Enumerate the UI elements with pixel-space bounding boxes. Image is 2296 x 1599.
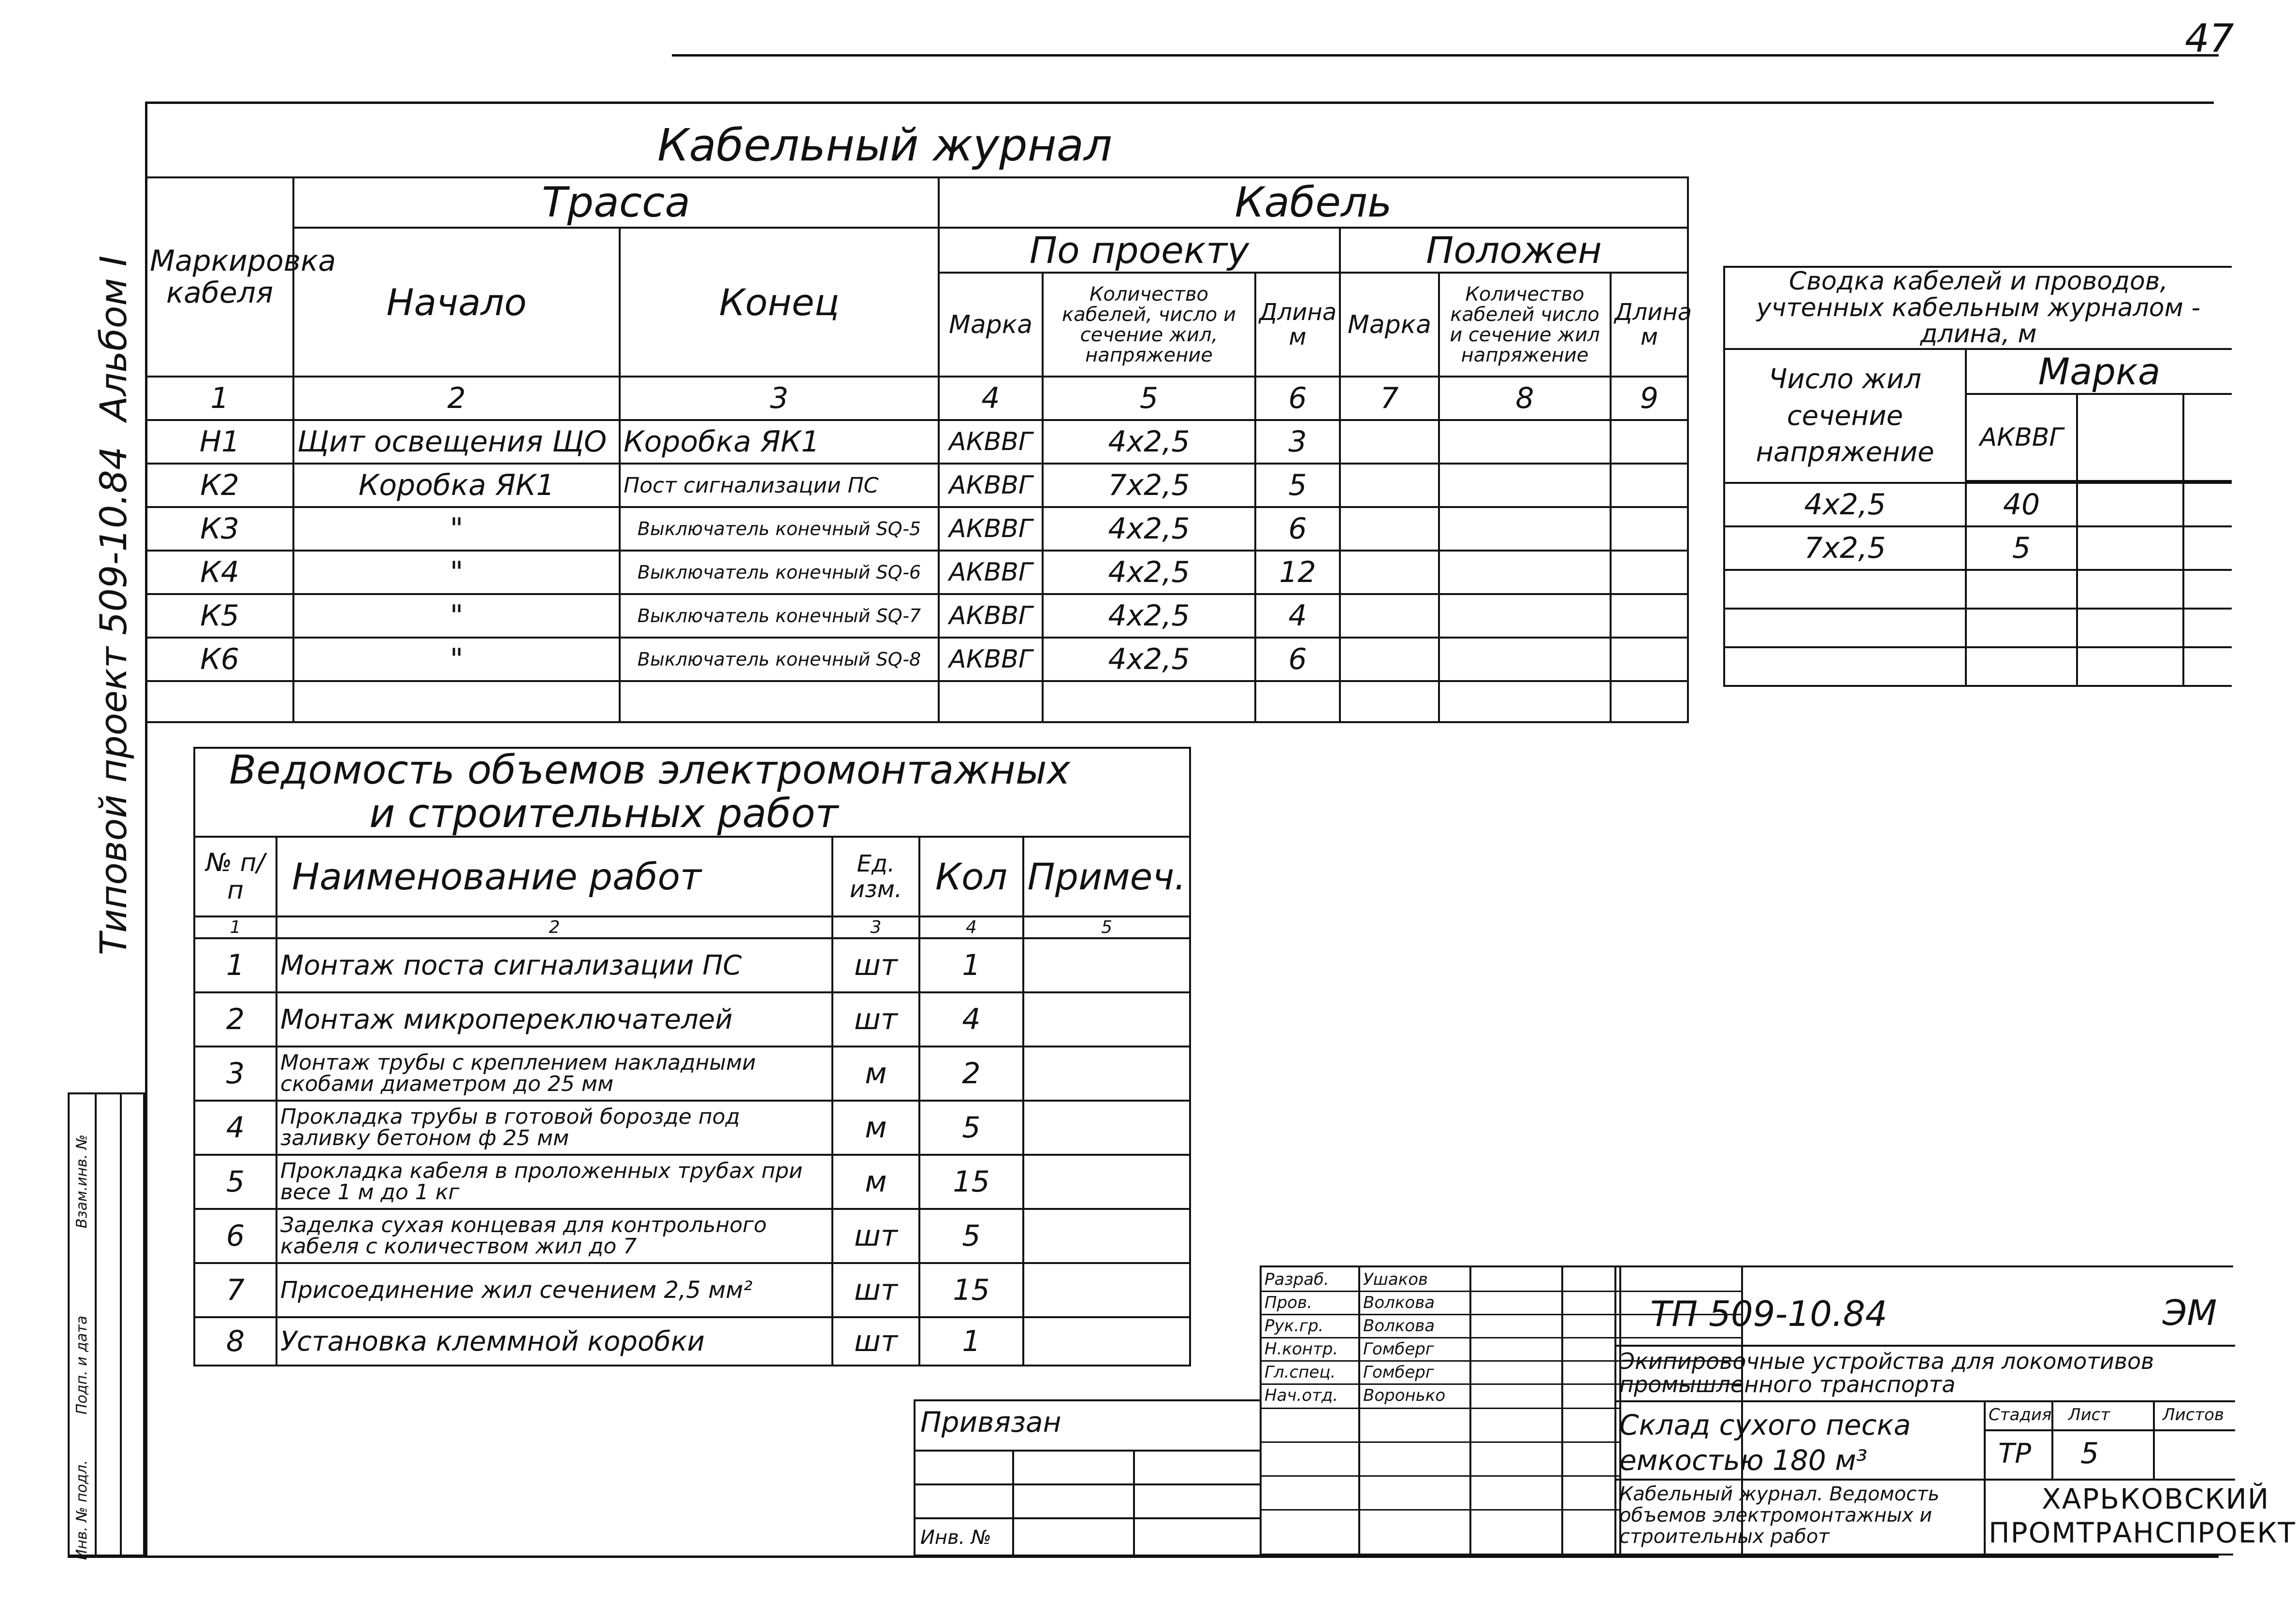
cell-start: " — [293, 507, 620, 551]
table-row — [194, 1263, 1190, 1317]
cell-brand: АКВВГ — [939, 464, 1043, 507]
works-col-unit: Ед. изм. — [832, 837, 919, 916]
stage-label: Стадия — [1989, 1405, 2052, 1425]
table-row — [146, 638, 1688, 681]
cell-mark: Н1 — [146, 420, 293, 464]
works-cell-qty: 15 — [919, 1263, 1023, 1317]
route-header: Трасса — [293, 177, 939, 228]
cell-start: " — [293, 594, 620, 638]
works-cell-unit: м — [832, 1155, 919, 1209]
works-cell-qty: 4 — [919, 992, 1023, 1047]
cell-brand: АКВВГ — [939, 507, 1043, 551]
works-cell-num: 6 — [194, 1209, 276, 1263]
laid-header: Положен — [1340, 228, 1688, 273]
cell-length: 6 — [1255, 638, 1340, 681]
role-label: Гл.спец. — [1264, 1363, 1336, 1382]
works-cell-qty: 5 — [919, 1101, 1023, 1155]
cell-mark: К4 — [146, 551, 293, 594]
by-project-header: По проекту — [939, 228, 1340, 273]
works-cell-name: Прокладка кабеля в проложенных трубах при весе 1 м до 1 кг — [276, 1155, 832, 1209]
role-name: Волкова — [1363, 1293, 1435, 1312]
works-cell-unit: шт — [832, 938, 919, 992]
col-count-section-laid: Количество кабелей число и сечение жил напряжение — [1439, 273, 1611, 377]
table-row — [194, 992, 1190, 1047]
role-name: Воронько — [1363, 1386, 1446, 1405]
col-length-laid: Длина м — [1611, 273, 1688, 377]
col-marking: Маркировка кабеля — [146, 177, 293, 377]
works-cell-name: Монтаж трубы с креплением накладными скобами диаметром до 25 мм — [276, 1047, 832, 1101]
cell-length: 12 — [1255, 551, 1340, 594]
works-cell-num: 8 — [194, 1317, 276, 1366]
stamp-sign: Подп. и дата — [73, 1315, 90, 1415]
sheet-value: 5 — [2080, 1437, 2099, 1470]
works-cell-unit: шт — [832, 1263, 919, 1317]
col-num: 4 — [919, 916, 1023, 938]
table-row — [146, 551, 1688, 594]
works-col-note: Примеч. — [1023, 837, 1190, 916]
role-label: Рук.гр. — [1264, 1316, 1324, 1336]
col-num: 5 — [1043, 377, 1255, 420]
works-cell-num: 3 — [194, 1047, 276, 1101]
cell-section: 4х2,5 — [1043, 420, 1255, 464]
top-rule — [672, 54, 2219, 57]
col-num: 4 — [939, 377, 1043, 420]
col-num: 9 — [1611, 377, 1688, 420]
cell-end: Выключатель конечный SQ-5 — [620, 507, 939, 551]
col-num: 7 — [1340, 377, 1439, 420]
project-title: Экипировочные устройства для локомотивов промышленного транспорта — [1619, 1348, 2154, 1398]
side-stamp — [68, 1092, 145, 1560]
works-cell-qty: 1 — [919, 1317, 1023, 1366]
bound-label: Привязан — [920, 1406, 1061, 1439]
doc-code: ТП 509-10.84 — [1650, 1294, 1888, 1334]
table-row — [146, 464, 1688, 507]
col-num: 1 — [146, 377, 293, 420]
cell-section: 4х2,5 — [1043, 594, 1255, 638]
table-row — [194, 1101, 1190, 1155]
inv-label: Инв. № — [920, 1526, 991, 1549]
cell-brand: АКВВГ — [939, 551, 1043, 594]
works-title-line2: и строительных работ — [369, 791, 839, 837]
works-cell-name: Монтаж микропереключателей — [276, 992, 832, 1047]
works-cell-name: Установка клеммной коробки — [276, 1317, 832, 1366]
cell-length: 3 — [1255, 420, 1340, 464]
works-cell-name: Монтаж поста сигнализации ПС — [276, 938, 832, 992]
table-row-empty — [146, 681, 1688, 722]
works-cell-unit: м — [832, 1047, 919, 1101]
works-cell-name: Присоединение жил сечением 2,5 мм² — [276, 1263, 832, 1317]
cell-section: 7х2,5 — [1043, 464, 1255, 507]
cell-end: Выключатель конечный SQ-8 — [620, 638, 939, 681]
cell-mark: К2 — [146, 464, 293, 507]
cell-length: 5 — [1255, 464, 1340, 507]
sheet-title: Кабельный журнал. Ведомость объемов электромонтажных и строительных работ — [1619, 1483, 1940, 1548]
cell-section: 4х2,5 — [1043, 551, 1255, 594]
cell-end: Пост сигнализации ПС — [620, 464, 939, 507]
table-row — [194, 938, 1190, 992]
table-row — [146, 507, 1688, 551]
summary-col-section: Число жил сечение напряжение — [1724, 349, 1966, 483]
role-label: Нач.отд. — [1264, 1386, 1338, 1405]
works-cell-name: Прокладка трубы в готовой борозде под заливку бетоном ф 25 мм — [276, 1101, 832, 1155]
works-cell-unit: м — [832, 1101, 919, 1155]
role-label: Пров. — [1264, 1293, 1312, 1312]
frame-top — [145, 102, 2214, 104]
cell-end: Выключатель конечный SQ-7 — [620, 594, 939, 638]
col-num: 2 — [293, 377, 620, 420]
works-col-qty: Кол — [919, 837, 1023, 916]
works-title-line1: Ведомость объемов электромонтажных — [229, 747, 1071, 793]
works-cell-num: 2 — [194, 992, 276, 1047]
works-cell-unit: шт — [832, 1317, 919, 1366]
cell-section: 4х2,5 — [1043, 638, 1255, 681]
works-cell-unit: шт — [832, 1209, 919, 1263]
works-cell-unit: шт — [832, 992, 919, 1047]
works-cell-num: 1 — [194, 938, 276, 992]
table-row — [194, 1047, 1190, 1101]
table-row — [146, 420, 1688, 464]
sheet-label: Лист — [2068, 1405, 2110, 1425]
cell-start: Коробка ЯК1 — [293, 464, 620, 507]
works-title — [194, 748, 1190, 837]
cell-mark: К5 — [146, 594, 293, 638]
summary-title: Сводка кабелей и проводов, учтенных кабельным журналом - длина, м — [1724, 267, 2232, 349]
col-start: Начало — [293, 228, 620, 377]
summary-col-brand: Марка — [1966, 349, 2232, 394]
object-title: Склад сухого песка емкостью 180 м³ — [1619, 1409, 1911, 1477]
col-num: 2 — [276, 916, 832, 938]
works-cell-num: 4 — [194, 1101, 276, 1155]
col-length: Длина м — [1255, 273, 1340, 377]
role-label: Н.контр. — [1264, 1339, 1338, 1359]
table-row — [194, 1155, 1190, 1209]
col-num: 8 — [1439, 377, 1611, 420]
bound-block — [914, 1399, 1262, 1556]
cell-length: 6 — [1255, 507, 1340, 551]
title-block — [1614, 1265, 2296, 1555]
cell-end: Коробка ЯК1 — [620, 420, 939, 464]
sheets-label: Листов — [2163, 1405, 2224, 1425]
summary-cell-section: 4х2,5 — [1724, 483, 1966, 526]
works-cell-qty: 1 — [919, 938, 1023, 992]
col-num: 3 — [832, 916, 919, 938]
col-brand-laid: Марка — [1340, 273, 1439, 377]
works-cell-qty: 15 — [919, 1155, 1023, 1209]
role-name: Волкова — [1363, 1316, 1435, 1336]
works-cell-qty: 5 — [919, 1209, 1023, 1263]
cell-mark: К6 — [146, 638, 293, 681]
doc-mark: ЭМ — [2163, 1293, 2217, 1333]
cell-brand: АКВВГ — [939, 638, 1043, 681]
cell-start: " — [293, 638, 620, 681]
col-num: 1 — [194, 916, 276, 938]
works-cell-qty: 2 — [919, 1047, 1023, 1101]
page-number: 47 — [2185, 16, 2234, 61]
cell-start: " — [293, 551, 620, 594]
summary-table — [1723, 266, 2232, 687]
table-row — [146, 594, 1688, 638]
works-cell-name: Заделка сухая концевая для контрольного кабеля с количеством жил до 7 — [276, 1209, 832, 1263]
summary-brand-name: АКВВГ — [1966, 394, 2077, 481]
table-row — [194, 1209, 1190, 1263]
summary-cell-value: 5 — [1966, 526, 2077, 570]
role-name: Ушаков — [1363, 1270, 1428, 1289]
col-end: Конец — [620, 228, 939, 377]
works-table — [193, 747, 1191, 1366]
project-label: Типовой проект 509-10.84 — [92, 446, 135, 956]
album-label: Альбом I — [92, 255, 135, 422]
table-row — [1724, 483, 2232, 526]
stage-value: ТР — [1998, 1438, 2031, 1469]
col-brand: Марка — [939, 273, 1043, 377]
cell-mark: К3 — [146, 507, 293, 551]
cell-brand: АКВВГ — [939, 420, 1043, 464]
role-label: Разраб. — [1264, 1270, 1329, 1289]
role-name: Гомберг — [1363, 1363, 1434, 1382]
cell-section: 4х2,5 — [1043, 507, 1255, 551]
cell-length: 4 — [1255, 594, 1340, 638]
table-row — [194, 1317, 1190, 1366]
org-line2: ПРОМТРАНСПРОЕКТ — [1989, 1516, 2296, 1549]
stamp-inv: Инв. № подл. — [73, 1460, 90, 1560]
cable-journal-table — [145, 176, 1692, 723]
col-count-section: Количество кабелей, число и сечение жил, напряжение — [1043, 273, 1255, 377]
role-name: Гомберг — [1363, 1339, 1434, 1359]
col-num: 6 — [1255, 377, 1340, 420]
org-line1: ХАРЬКОВСКИЙ — [2042, 1483, 2270, 1515]
summary-cell-value: 40 — [1966, 483, 2077, 526]
works-col-num: № п/п — [194, 837, 276, 916]
cell-start: Щит освещения ЩО — [293, 420, 620, 464]
col-num: 3 — [620, 377, 939, 420]
works-cell-num: 5 — [194, 1155, 276, 1209]
cell-end: Выключатель конечный SQ-6 — [620, 551, 939, 594]
works-col-name: Наименование работ — [276, 837, 832, 916]
stamp-replace: Взам.инв. № — [73, 1134, 90, 1229]
cable-header: Кабель — [939, 177, 1688, 228]
cable-journal-title: Кабельный журнал — [657, 119, 1112, 171]
works-cell-num: 7 — [194, 1263, 276, 1317]
col-num: 5 — [1023, 916, 1190, 938]
table-row — [1724, 526, 2232, 570]
summary-cell-section: 7х2,5 — [1724, 526, 1966, 570]
cell-brand: АКВВГ — [939, 594, 1043, 638]
